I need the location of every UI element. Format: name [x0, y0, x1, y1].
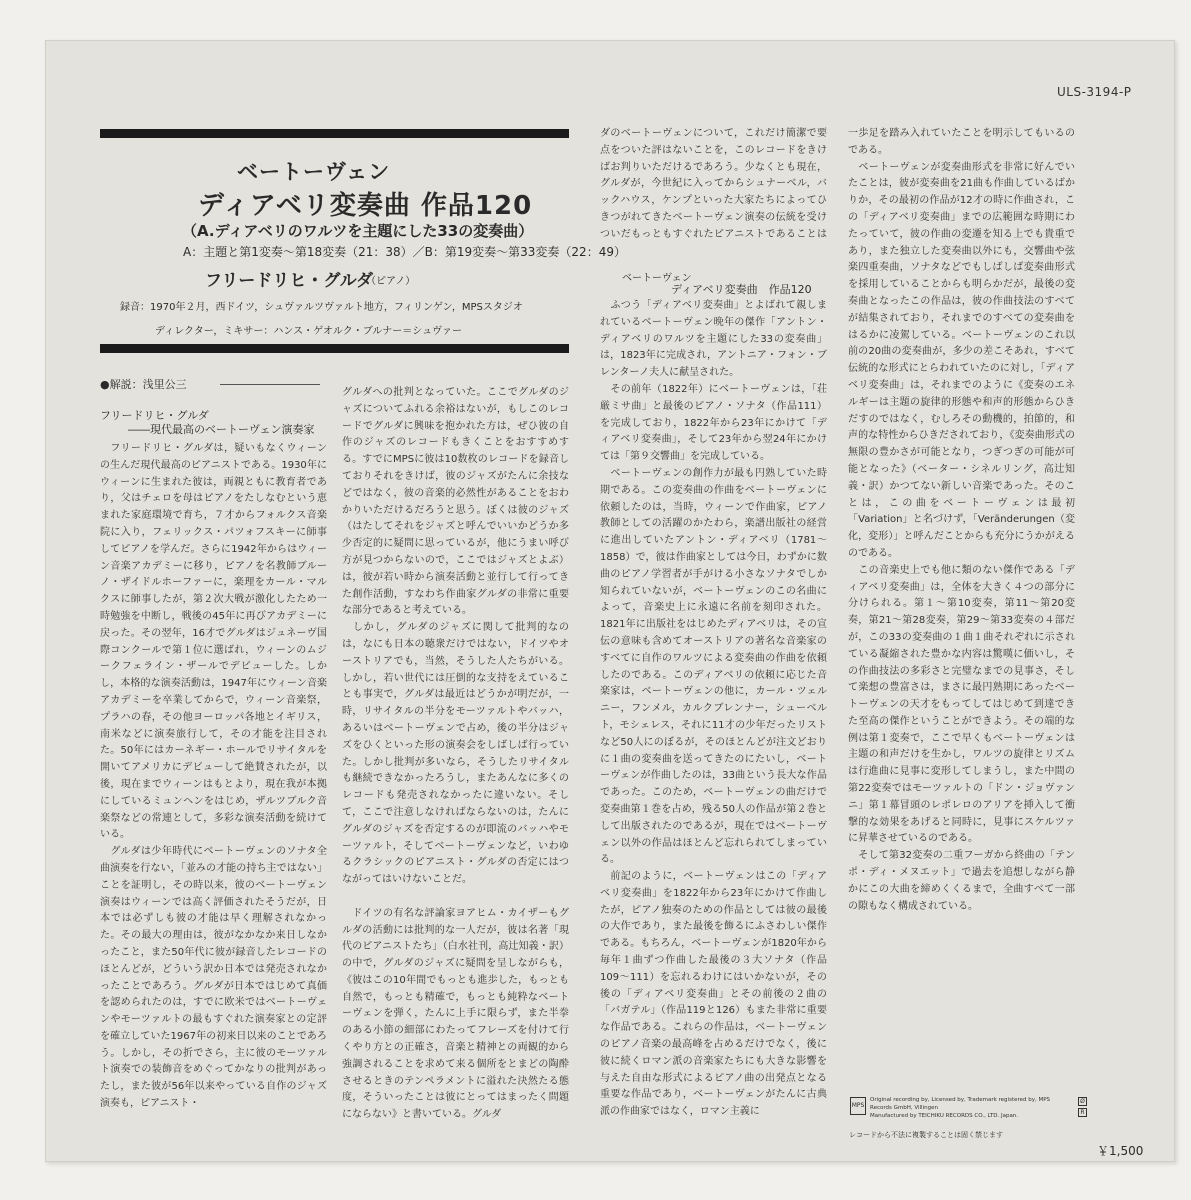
title-top-rule: [100, 129, 569, 138]
side-timings: A：主題と第1変奏～第18変奏（21：38）／B：第19変奏～第33変奏（22：49）: [183, 245, 626, 259]
catalog-number: ULS-3194-P: [1057, 85, 1132, 99]
commentary-author: ●解説：浅里公三: [100, 378, 187, 391]
director-info: ディレクター，ミキサー：ハンス・ゲオルク・ブルナー＝シュヴァー: [155, 326, 462, 337]
performer-name: フリードリヒ・グルダ: [205, 271, 374, 291]
section-subheading: ――現代最高のベートーヴェン演奏家: [128, 423, 315, 436]
performer-instrument: （ピアノ）: [366, 276, 416, 287]
footer-credits: Original recording by, Licensed by, Trademark registered by, MPS Records GmbH, Villingen Manufactured by TEICHIKU RECORDS CO., LTD. Japan.: [870, 1097, 1051, 1119]
price: ￥1,500: [1097, 1144, 1144, 1158]
column-4-text: 一歩足を踏み入れていたことを明示してもいるのである。 ベートーヴェンが変奏曲形式を非常に好んでいたことは，彼が変奏曲を21曲も作曲しているばかりか，その最初の作品が12才の時に作曲され，この「ディアベリ変奏曲」までの広範囲な時期にわたっていて，彼の作曲の変遷を知る上でも貴重であり，また独立した変奏曲以外にも，交響曲や弦楽四重奏曲，ソナタなどでもしばしば変奏曲形式を採用していることからも明らかだが，最後の変奏曲となったこの作品は，彼の作曲技法のすべてが結集されており，それまでのすべての変奏曲をはるかに凌駕している。ベートーヴェンのこれ以前の20曲の変奏曲が，多少の差こそあれ，すべて伝統的な形式にとらわれていたのに対し，「ディアベリ変奏曲」は，それまでのように《変奏のエネルギーは主題の旋律的形態や和声的形態からひきだすのではなく，むしろその動機的，拍節的，和声的な特性からひきだされており，《変奏曲形式の無限の豊かさが可能となり，つぎつぎの可能が可能となった》（ベーター・シネルリング，高辻知義・訳）かつてない新しい音楽であった。そのことは，この曲をベートーヴェンは最初「Variation」と名づけず，「Veränderungen（変化，変形）」と呼んだことからも充分にうかがえるのである。 この音楽史上でも他に類のない傑作である「ディアベリ変奏曲」は，全体を大きく４つの部分に分けられる。第１～第10変奏，第11～第20変奏，第21～第28変奏，第29～第33変奏の４部だが，この33の変奏曲の１曲１曲それぞれに示されている凝縮された豊かな内容は驚嘆に価いし，その作曲技法の多彩さと完璧なまでの見事さ，そして楽想の豊富さは，まさに最円熟期にあったベートーヴェンの天才をもってしてはじめて到達できた至高の傑作ということができよう。その端的な例は第１変奏で，ここで早くもベートーヴェンは主題の和声だけを生かし，ワルツの旋律とリズムは行進曲に見事に変形してしまうし，また中間の第22変奏ではモーツァルトの「ドン・ジョヴァンニ」第１幕冒頭のレポレロのアリアを挿入して衝撃的な効果をあげると同時に，見事にスケルツァに昇華させているのである。 そして第32変奏の二重フーガから終曲の「テンポ・ディ・メヌエット」で過去を追想しながら静かにこの大曲を締めくくるまで，全曲すべて一部の隙もなく構成されている。: [848, 128, 1075, 912]
mps-logo: MPS: [850, 1097, 866, 1115]
section-heading: フリードリヒ・グルダ: [100, 409, 209, 422]
composer-title: ベートーヴェン: [237, 160, 391, 184]
title-bottom-rule: [100, 344, 569, 353]
column-1-text: フリードリヒ・グルダは，疑いもなくウィーンの生んだ現代最高のピアニストである。1930年にウィーンに生まれた彼は，両親ともに教育者であり，父はチェロを母はピアノをたしなむという恵まれた家庭環境で育ち，７才からフォルクス音楽院に入り，フェリックス・パツォフスキーに師事してピアノを学んだ。さらに1942年からはウィーン音楽アカデミーに移り，ピアノを名教師ブルーノ・ザイドルホーファーに，楽理をカール・マルクスに師事したが，第２次大戦が激化したため一時勉強を中断し，戦後の45年に再びアカデミーに戻った。その翌年，16才でグルダはジュネーヴ国際コンクールで第１位に選ばれ，ウィーンのムジークフェライン・ザールでデビューした。しかし，本格的な演奏活動は，1947年にウィーン音楽アカデミーを卒業してからで，ウィーン音楽祭，プラハの春，その他ヨーロッパ各地とイギリス，南米などに演奏旅行して，その才能を注目された。50年にはカーネギー・ホールでリサイタルを開いてアメリカにデビューして絶賛されたが，以後，現在までウィーンはもとより，現在我が本拠にしているミュンヘンをはじめ，ザルツブルク音楽祭などの常連として，多彩な演奏活動を続けている。 グルダは少年時代にベートーヴェンのソナタ全曲演奏を行ない，「並みの才能の持ち主ではない」ことを証明し，その時以来，彼のベートーヴェン演奏はウィーンでは高く評価されたそうだが，日本では必ずしも彼の才能は早く理解されなかった。その最大の理由は，彼がなかなか来日しなかったこと，また50年代に彼が録音したレコードのほとんどが，どういう訳か日本では発売されなかったことであろう。グルダが日本ではじめて真価を認められたのは，すでに欧米ではベートーヴェンやモーツァルトの最もすぐれた演奏家との定評を確立していた1967年の初来日以来のことであろう。しかし，その折でさら，主に彼のモーツァルト演奏での装飾音をめぐってかなりの批判があったし，また彼が56年以来やっている自作のジャズ演奏も，ピアニスト・: [100, 443, 327, 1110]
copy-prohibition-notice: レコードから不法に複製することは固く禁じます: [849, 1131, 1003, 1139]
recording-info: 録音：1970年２月，西ドイツ，シュヴァルツヴァルト地方，フィリンゲン，MPSスタジオ: [120, 302, 523, 313]
registration-mark-icon: R: [1078, 1108, 1087, 1117]
column-2-text: グルダへの批判となっていた。ここでグルダのジャズについてふれる余裕はないが，もしこのレコードでグルダに興味を抱かれた方は，ぜひ彼の自作のジャズのレコードもきくことをおすすめする。すでにMPSに彼は10数枚のレコードを録音しておりそれをきけば，彼のジャズがたんに余技などではなく，彼の音楽的必然性があることをおわかりいただけるだろうと思う。ぼくは彼のジャズ（はたしてそれをジャズと呼んでいいかどうか多少否定的に疑問に思っているが，他にうまい呼び方が見つからないので，ここではジャズとよぶ）は，彼が若い時から演奏活動と並行して行ってきた創作活動，すなわち作曲家グルダの非常に重要な部分であると考えている。 しかし，グルダのジャズに関して批判的なのは，なにも日本の聴衆だけではない，ドイツやオーストリアでも，当然，そうした人たちがいる。しかし，若い世代には圧倒的な支持をえていることも事実で，グルダは最近はどうかが明だが，一時，リサイタルの半分をモーツァルトやバッハ，あるいはベートーヴェンで占め，後の半分はジャズをひくといった形の演奏会をしばしば行っていた。しかし批判が多いなら，そうしたリサイタルも継続できなかったろうし，またあんなに多くのレコードも発売されなかったに違いない。そして，ここで注意しなければならないのは，たんにグルダのジャズを否定するのが即流のバッハやモーツァルト，そしてベートーヴェンなど，いわゆるクラシックのピアニスト・グルダの否定にはつながってはいけないことだ。 ドイツの有名な評論家ヨアヒム・カイザーもグルダの活動には批判的な一人だが，彼は名著「現代のピアニストたち」（白水社刊，高辻知義・訳）の中で，グルダのジャズに疑問を呈しながらも，《彼はこの10年間でもっとも進歩した，もっとも自然で，もっとも精確で，もっとも純粋なベートーヴェンを弾く，たんに上手に限らず，また半拳のある小節の細部にわたってフレーズを付けて行くやり方との正確さ，音楽と精神との両観的から強調されることを求めて来る個所をとまどの陶酔させるときのテンペラメントに溢れた決然たる態度，そういったことは彼にとってはまったく問題にならない》と書いている。グルダ: [342, 387, 569, 1120]
column-3-text: ふつう「ディアベリ変奏曲」とよばれて親しまれているベートーヴェン晩年の傑作「アントン・ディアベリのワルツを主題にした33の変奏曲」は，1823年に完成され，アントニア・フォン・ブレンターノ夫人に献呈された。 その前年（1822年）にベートーヴェンは，「荘厳ミサ曲」と最後のピアノ・ソナタ（作品111）を完成しており，1822年から23年にかけて「ディアベリ変奏曲」，そして23年から翌24年にかけては「第９交響曲」を完成している。 ベートーヴェンの創作力が最も円熟していた時期である。この変奏曲の作曲をベートーヴェンに依頼したのは，当時，ウィーンで作曲家，ピアノ教師としての活躍のかたわら，楽譜出版社の経営に進出していたアントン・ディアベリ（1781～1858）で，彼は作曲家としては今日，わずかに数曲のピアノ学習者が手がける小さなソナタでしか知られていないが，ベートーヴェンのこの名曲によって，音楽史上に永遠に名前を刻印された。1821年に出版社をはじめたディアベリは，その宣伝の意味も含めてオーストリアの著名な音楽家のすべてに自作のワルツによる変奏曲の作曲を依頼したのである。このディアベリの依頼に応じた音楽家は，ベートーヴェンの他に，カール・ツェルニー，フンメル，カルクブレンナー，シューベルト，モシェレス，それに11才の少年だったリストなど50人にのぼるが，そのほとんどが注文どおりに１曲の変奏曲を送ってきたのにたいし，ベートーヴェンが作曲したのは，33曲という長大な作品であった。このため，ベートーヴェンの曲だけで変奏曲第１巻を占め，残る50人の作品が第２巻として出版されたのであるが，現在ではベートーヴェン以外の作品はほとんど忘れられてしまっている。 前記のように，ベートーヴェンはこの「ディアベリ変奏曲」を1822年から23年にかけて作曲したが，ピアノ独奏のための作品としては彼の最後の大作であり，また最後を飾るにふさわしい傑作である。もちろん，ベートーヴェンが1820年から毎年１曲ずつ作曲した最後の３大ソナタ（作品109～111）を忘れるわけにはいかないが，その後の「ディアベリ変奏曲」とその前後の２曲の「バガテル」（作品119と126）もまた非常に重要な作品である。これらの作品は，ベートーヴェンのピアノ音楽の最高峰を占めるだけでなく，後に彼に続くロマン派の音楽家たちにも大きな影響を与えた自由な形式によるピアノ曲の出発点となる重要な作品であり，ベートーヴェンがたんに古典派の作曲家ではなく，ロマン主義に: [600, 300, 827, 1118]
author-rule: [220, 384, 320, 385]
work-subtitle: （A.ディアベリのワルツを主題にした33の変奏曲）: [182, 222, 534, 240]
column-3-composer-heading: ベートーヴェン: [622, 273, 692, 284]
copyright-mark-icon: Ø: [1078, 1097, 1087, 1106]
column-3-work-heading: ディアベリ変奏曲 作品120: [671, 283, 812, 296]
column-3-intro-text: ダのベートーヴェンについて，これだけ簡潔で要点をついた評はないことを，このレコードをきけばお判りいただけるであろう。少なくとも現在，グルダが，今世紀に入ってからシュナーベル，バックハウス，ケンプといった大家たちによってひきつがれてきたベートーヴェン演奏の伝統を受けついだもっともすぐれたピアニストであることは: [600, 128, 827, 240]
work-title: ディアベリ変奏曲 作品120: [198, 191, 533, 221]
